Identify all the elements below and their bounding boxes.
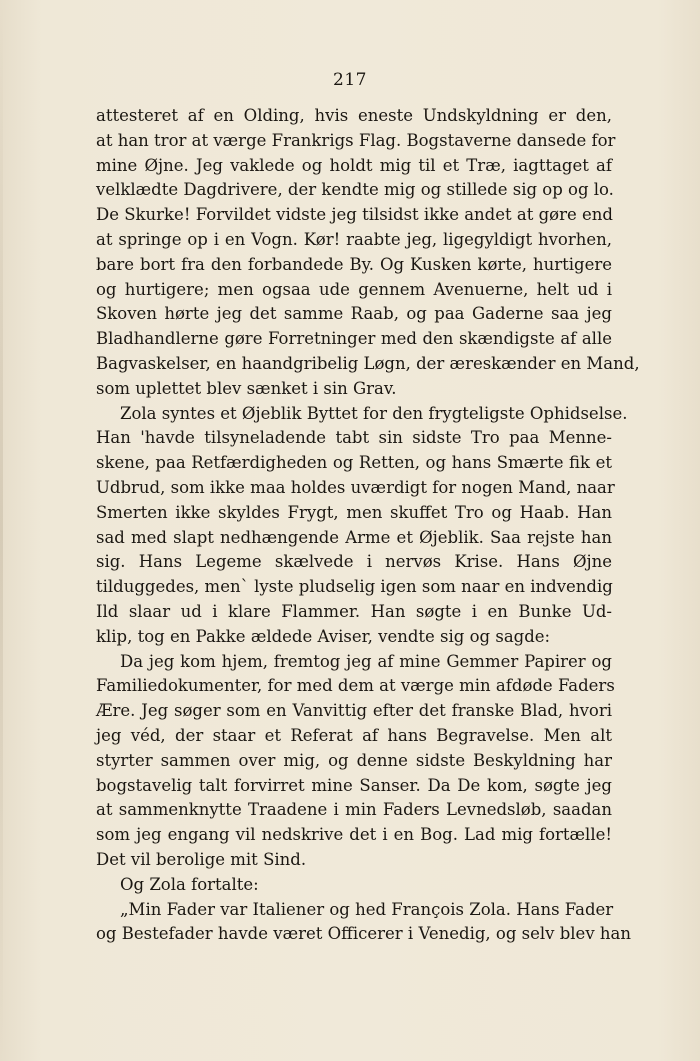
text-line: Han 'havde tilsyneladende tabt sin sidste Tro paa Menne-	[96, 428, 612, 448]
text-line: Bladhandlerne gøre Forretninger med den skændigste af alle	[96, 329, 612, 349]
text-line: Da jeg kom hjem, fremtog jeg af mine Gemmer Papirer og	[120, 651, 612, 671]
text-line: som uplettet blev sænket i sin Grav.	[96, 378, 397, 398]
text-line: som jeg engang vil nedskrive det i en Bog. Lad mig fortælle!	[96, 825, 612, 845]
text-line: Smerten ikke skyldes Frygt, men skuffet Tro og Haab. Han	[96, 502, 612, 522]
text-line: tilduggedes, men` lyste pludselig igen som naar en indvendig	[96, 577, 613, 597]
text-line: Og Zola fortalte:	[120, 874, 259, 894]
text-line: at sammenknytte Traadene i min Faders Levnedsløb, saadan	[96, 800, 612, 820]
text-line: styrter sammen over mig, og denne sidste Beskyldning har	[96, 750, 612, 770]
text-line: jeg véd, der staar et Referat af hans Begravelse. Men alt	[96, 725, 612, 745]
page-edge-shadow	[0, 0, 3, 1061]
text-line: Udbrud, som ikke maa holdes uværdigt for nogen Mand, naar	[96, 477, 615, 497]
text-line: bogstavelig talt forvirret mine Sanser. Da De kom, søgte jeg	[96, 775, 612, 795]
text-line: Skoven hørte jeg det samme Raab, og paa Gaderne saa jeg	[96, 304, 612, 324]
text-line: Bagvaskelser, en haandgribelig Løgn, der æreskænder en Mand,	[96, 353, 640, 373]
text-line: velklædte Dagdrivere, der kendte mig og stillede sig op og lo.	[96, 180, 614, 200]
text-line: at han tror at værge Frankrigs Flag. Bogstaverne dansede for	[96, 130, 616, 150]
text-line: De Skurke! Forvildet vidste jeg tilsidst ikke andet at gøre end	[96, 205, 613, 225]
text-line: Det vil berolige mit Sind.	[96, 849, 307, 869]
text-line: Zola syntes et Øjeblik Byttet for den frygteligste Ophidselse.	[120, 403, 628, 423]
text-line: og Bestefader havde været Officerer i Venedig, og selv blev han	[96, 924, 631, 944]
text-line: at springe op i en Vogn. Kør! raabte jeg, ligegyldigt hvorhen,	[96, 229, 612, 249]
text-line: mine Øjne. Jeg vaklede og holdt mig til et Træ, iagttaget af	[96, 155, 612, 175]
text-line: skene, paa Retfærdigheden og Retten, og hans Smærte fik et	[96, 453, 612, 473]
text-line: sad med slapt nedhængende Arme et Øjeblik. Saa rejste han	[96, 527, 612, 547]
text-line: bare bort fra den forbandede By. Og Kusken kørte, hurtigere	[96, 254, 612, 274]
text-line: Ild slaar ud i klare Flammer. Han søgte i en Bunke Ud-	[96, 601, 612, 621]
text-line: Ære. Jeg søger som en Vanvittig efter det franske Blad, hvori	[96, 701, 612, 721]
page-number: 217	[333, 70, 367, 90]
text-line: klip, tog en Pakke ældede Aviser, vendte sig og sagde:	[96, 626, 551, 646]
text-line: sig. Hans Legeme skælvede i nervøs Krise. Hans Øjne	[96, 552, 612, 572]
text-line: Familiedokumenter, for med dem at værge min afdøde Faders	[96, 676, 615, 696]
text-line: „Min Fader var Italiener og hed François Zola. Hans Fader	[120, 899, 614, 919]
body-text	[96, 104, 640, 947]
text-line: og hurtigere; men ogsaa ude gennem Avenuerne, helt ud i	[96, 279, 612, 299]
text-line: attesteret af en Olding, hvis eneste Undskyldning er den,	[96, 106, 612, 125]
